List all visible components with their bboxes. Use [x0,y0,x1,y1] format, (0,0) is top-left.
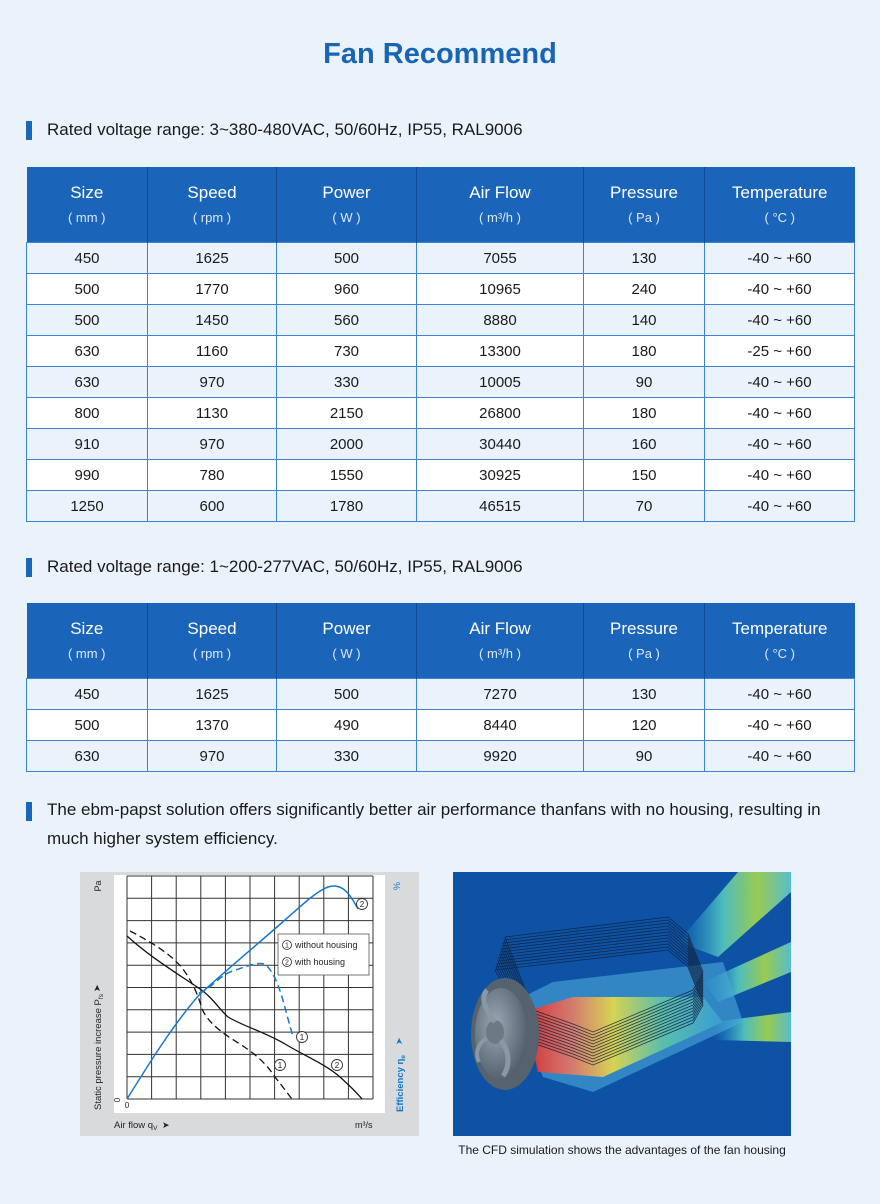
cell-airflow: 9920 [417,741,584,772]
table-row [27,398,855,429]
cell-temperature: -40 ~ +60 [705,243,855,274]
section-marker [26,121,32,140]
cell-speed: 600 [148,491,277,522]
col-header-airflow: Air Flow ( m³/h ) [417,167,584,243]
cell-airflow: 8440 [417,710,584,741]
cell-size: 1250 [27,491,148,522]
fan-curve-figure [80,872,419,1136]
section-heading-text: Rated voltage range: 1~200-277VAC, 50/60Hz, IP55, RAL9006 [47,557,523,576]
cell-power: 560 [277,305,417,336]
svg-text:Efficiency ηe: Efficiency $\eta_e$ [395,1055,407,1112]
table-row [27,491,855,522]
cell-speed: 1160 [148,336,277,367]
x-unit-label: m³/s [355,1120,373,1130]
table-body [27,679,855,772]
section-marker [26,802,32,821]
cfd-caption: The CFD simulation shows the advantages of the fan housing [458,1143,786,1157]
cell-temperature: -40 ~ +60 [705,491,855,522]
cell-power: 960 [277,274,417,305]
cell-airflow: 10005 [417,367,584,398]
cell-pressure: 90 [584,741,705,772]
cell-temperature: -40 ~ +60 [705,367,855,398]
cell-speed: 1370 [148,710,277,741]
section-heading-text: Rated voltage range: 3~380-480VAC, 50/60Hz, IP55, RAL9006 [47,120,523,139]
cell-pressure: 130 [584,243,705,274]
cell-speed: 970 [148,741,277,772]
cell-airflow: 10965 [417,274,584,305]
cell-airflow: 7270 [417,679,584,710]
table-header-row [27,167,855,243]
x-axis-label [114,1120,170,1132]
col-header-power: Power ( W ) [277,167,417,243]
fan-illustration [471,978,539,1090]
cell-power: 500 [277,243,417,274]
description-text: The ebm-papst solution offers significantly better air performance thanfans with no housing, resulting in much higher system efficiency. [47,800,821,848]
svg-text:➤: ➤ [162,1120,170,1130]
col-header-speed: Speed ( rpm ) [148,603,277,679]
cell-pressure: 70 [584,491,705,522]
cell-size: 990 [27,460,148,491]
cell-size: 500 [27,305,148,336]
cell-pressure: 180 [584,336,705,367]
table-row [27,243,855,274]
table-row [27,679,855,710]
svg-text:➤: ➤ [92,984,102,992]
table-row [27,336,855,367]
spec-table-1phase [26,603,855,772]
cell-temperature: -25 ~ +60 [705,336,855,367]
cell-temperature: -40 ~ +60 [705,679,855,710]
table-row [27,429,855,460]
legend-without-housing: without housing [295,940,358,950]
section-marker [26,558,32,577]
chart-legend [278,934,369,975]
svg-text:2: 2 [285,959,289,967]
cell-temperature: -40 ~ +60 [705,741,855,772]
table-header-row [27,603,855,679]
cell-power: 330 [277,367,417,398]
y-unit-label: Pa [93,880,103,892]
cell-power: 1780 [277,491,417,522]
cell-pressure: 150 [584,460,705,491]
y-axis-label [92,984,105,1110]
cell-power: 2000 [277,429,417,460]
col-header-pressure: Pressure ( Pa ) [584,603,705,679]
cell-temperature: -40 ~ +60 [705,429,855,460]
cell-airflow: 46515 [417,491,584,522]
cell-pressure: 130 [584,679,705,710]
table-row [27,460,855,491]
cell-pressure: 180 [584,398,705,429]
col-header-pressure: Pressure ( Pa ) [584,167,705,243]
curve-marker-pressure-2 [332,1060,343,1071]
cell-speed: 780 [148,460,277,491]
cell-temperature: -40 ~ +60 [705,710,855,741]
cell-speed: 1770 [148,274,277,305]
cell-airflow: 8880 [417,305,584,336]
table-row [27,367,855,398]
y2-axis-label [394,1037,407,1112]
fan-curve-svg [80,872,419,1136]
curve-marker-eff-1 [297,1032,308,1043]
y2-unit-label: % [392,881,402,891]
svg-text:1: 1 [277,1061,283,1070]
cell-temperature: -40 ~ +60 [705,398,855,429]
cell-power: 330 [277,741,417,772]
col-header-temperature: Temperature ( °C ) [705,167,855,243]
table-row [27,710,855,741]
cell-temperature: -40 ~ +60 [705,274,855,305]
cell-temperature: -40 ~ +60 [705,460,855,491]
col-header-power: Power ( W ) [277,603,417,679]
table-row [27,274,855,305]
cell-pressure: 160 [584,429,705,460]
x-origin-label: 0 [124,1101,130,1110]
cell-speed: 1450 [148,305,277,336]
cell-speed: 970 [148,429,277,460]
cell-size: 630 [27,336,148,367]
table-row [27,305,855,336]
svg-text:Air flow qV: Air flow $q_V$ [114,1120,158,1132]
svg-text:2: 2 [359,900,365,909]
cell-speed: 1625 [148,679,277,710]
svg-text:1: 1 [299,1033,305,1042]
cell-airflow: 13300 [417,336,584,367]
svg-text:1: 1 [285,942,289,950]
cell-airflow: 7055 [417,243,584,274]
cell-size: 500 [27,710,148,741]
curve-marker-eff-2 [357,899,368,910]
col-header-airflow: Air Flow ( m³/h ) [417,603,584,679]
cell-power: 2150 [277,398,417,429]
col-header-size: Size ( mm ) [27,603,148,679]
cell-size: 450 [27,679,148,710]
cfd-svg [453,872,791,1136]
cfd-simulation-image [453,872,791,1136]
col-header-temperature: Temperature ( °C ) [705,603,855,679]
svg-text:2: 2 [334,1061,340,1070]
svg-text:Static pressure increase Pfs: Static pressure increase $P_{fs}$ [93,994,105,1110]
cell-speed: 1625 [148,243,277,274]
col-header-speed: Speed ( rpm ) [148,167,277,243]
legend-with-housing: with housing [295,957,346,967]
page-title: Fan Recommend [323,38,557,70]
cell-speed: 970 [148,367,277,398]
cell-pressure: 140 [584,305,705,336]
table-body [27,243,855,522]
cell-size: 630 [27,741,148,772]
cell-size: 800 [27,398,148,429]
cell-power: 490 [277,710,417,741]
col-header-size: Size ( mm ) [27,167,148,243]
cell-airflow: 26800 [417,398,584,429]
curve-marker-pressure-1 [275,1060,286,1071]
spec-table-3phase [26,167,855,522]
cell-size: 630 [27,367,148,398]
cell-speed: 1130 [148,398,277,429]
y-origin-label: 0 [113,1097,122,1103]
cell-size: 500 [27,274,148,305]
cell-power: 730 [277,336,417,367]
cell-pressure: 240 [584,274,705,305]
table-row [27,741,855,772]
cell-size: 450 [27,243,148,274]
cell-size: 910 [27,429,148,460]
cell-temperature: -40 ~ +60 [705,305,855,336]
svg-text:➤: ➤ [394,1037,404,1045]
cell-power: 1550 [277,460,417,491]
cell-power: 500 [277,679,417,710]
cell-airflow: 30925 [417,460,584,491]
cell-pressure: 120 [584,710,705,741]
cell-airflow: 30440 [417,429,584,460]
cell-pressure: 90 [584,367,705,398]
